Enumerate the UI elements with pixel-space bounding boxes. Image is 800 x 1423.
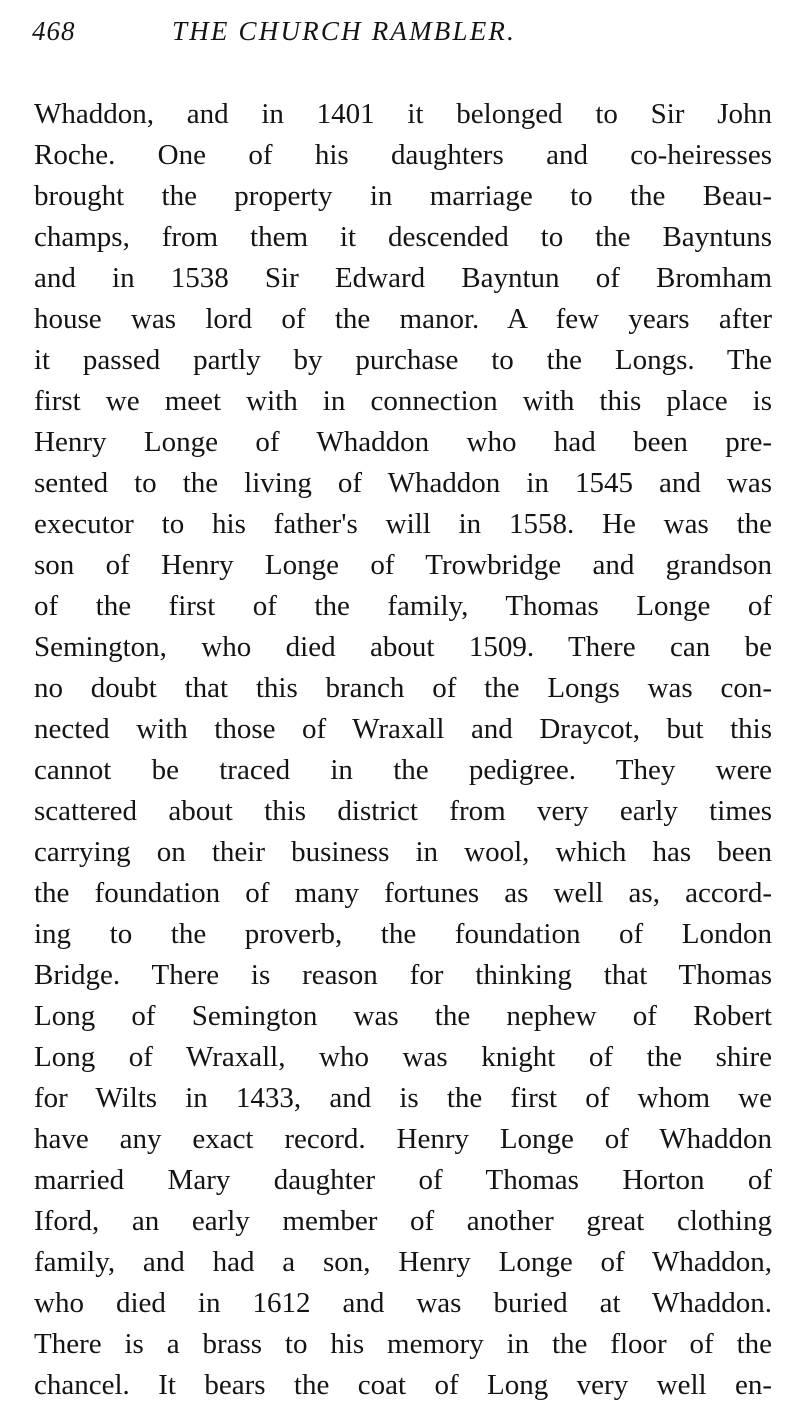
text-line: chancel. It bears the coat of Long very well en- <box>34 1369 772 1401</box>
text-line: Long of Wraxall, who was knight of the shire <box>34 1041 772 1073</box>
text-line: house was lord of the manor. A few years after <box>34 303 772 335</box>
text-line: ing to the proverb, the foundation of London <box>34 918 772 950</box>
text-line: have any exact record. Henry Longe of Whaddon <box>34 1123 772 1155</box>
running-title: THE CHURCH RAMBLER. <box>172 16 517 46</box>
text-line: the foundation of many fortunes as well as, accord- <box>34 877 772 909</box>
text-line: Iford, an early member of another great clothing <box>34 1205 772 1237</box>
text-line: and in 1538 Sir Edward Bayntun of Bromham <box>34 262 772 294</box>
text-line: first we meet with in connection with this place is <box>34 385 772 417</box>
body-text <box>34 94 772 1406</box>
text-line: Semington, who died about 1509. There can be <box>34 631 772 663</box>
text-line: brought the property in marriage to the Beau- <box>34 180 772 212</box>
text-line: nected with those of Wraxall and Draycot, but this <box>34 713 772 745</box>
text-line: Long of Semington was the nephew of Robert <box>34 1000 772 1032</box>
text-line: cannot be traced in the pedigree. They were <box>34 754 772 786</box>
text-line: who died in 1612 and was buried at Whaddon. <box>34 1287 772 1319</box>
text-line: champs, from them it descended to the Bayntuns <box>34 221 772 253</box>
page-number: 468 <box>32 16 76 46</box>
text-line: family, and had a son, Henry Longe of Whaddon, <box>34 1246 772 1278</box>
text-line: sented to the living of Whaddon in 1545 and was <box>34 467 772 499</box>
text-line: There is a brass to his memory in the floor of the <box>34 1328 772 1360</box>
text-line: son of Henry Longe of Trowbridge and grandson <box>34 549 772 581</box>
text-line: for Wilts in 1433, and is the first of whom we <box>34 1082 772 1114</box>
text-line: scattered about this district from very early times <box>34 795 772 827</box>
text-line: carrying on their business in wool, which has been <box>34 836 772 868</box>
text-line: Roche. One of his daughters and co-heiresses <box>34 139 772 171</box>
text-line: it passed partly by purchase to the Longs. The <box>34 344 772 376</box>
text-line: executor to his father's will in 1558. He was the <box>34 508 772 540</box>
text-line: Bridge. There is reason for thinking that Thomas <box>34 959 772 991</box>
text-line: of the first of the family, Thomas Longe of <box>34 590 772 622</box>
text-line: married Mary daughter of Thomas Horton of <box>34 1164 772 1196</box>
text-line: no doubt that this branch of the Longs was con- <box>34 672 772 704</box>
text-line: Henry Longe of Whaddon who had been pre- <box>34 426 772 458</box>
running-head <box>32 16 772 56</box>
text-line: Whaddon, and in 1401 it belonged to Sir John <box>34 98 772 130</box>
